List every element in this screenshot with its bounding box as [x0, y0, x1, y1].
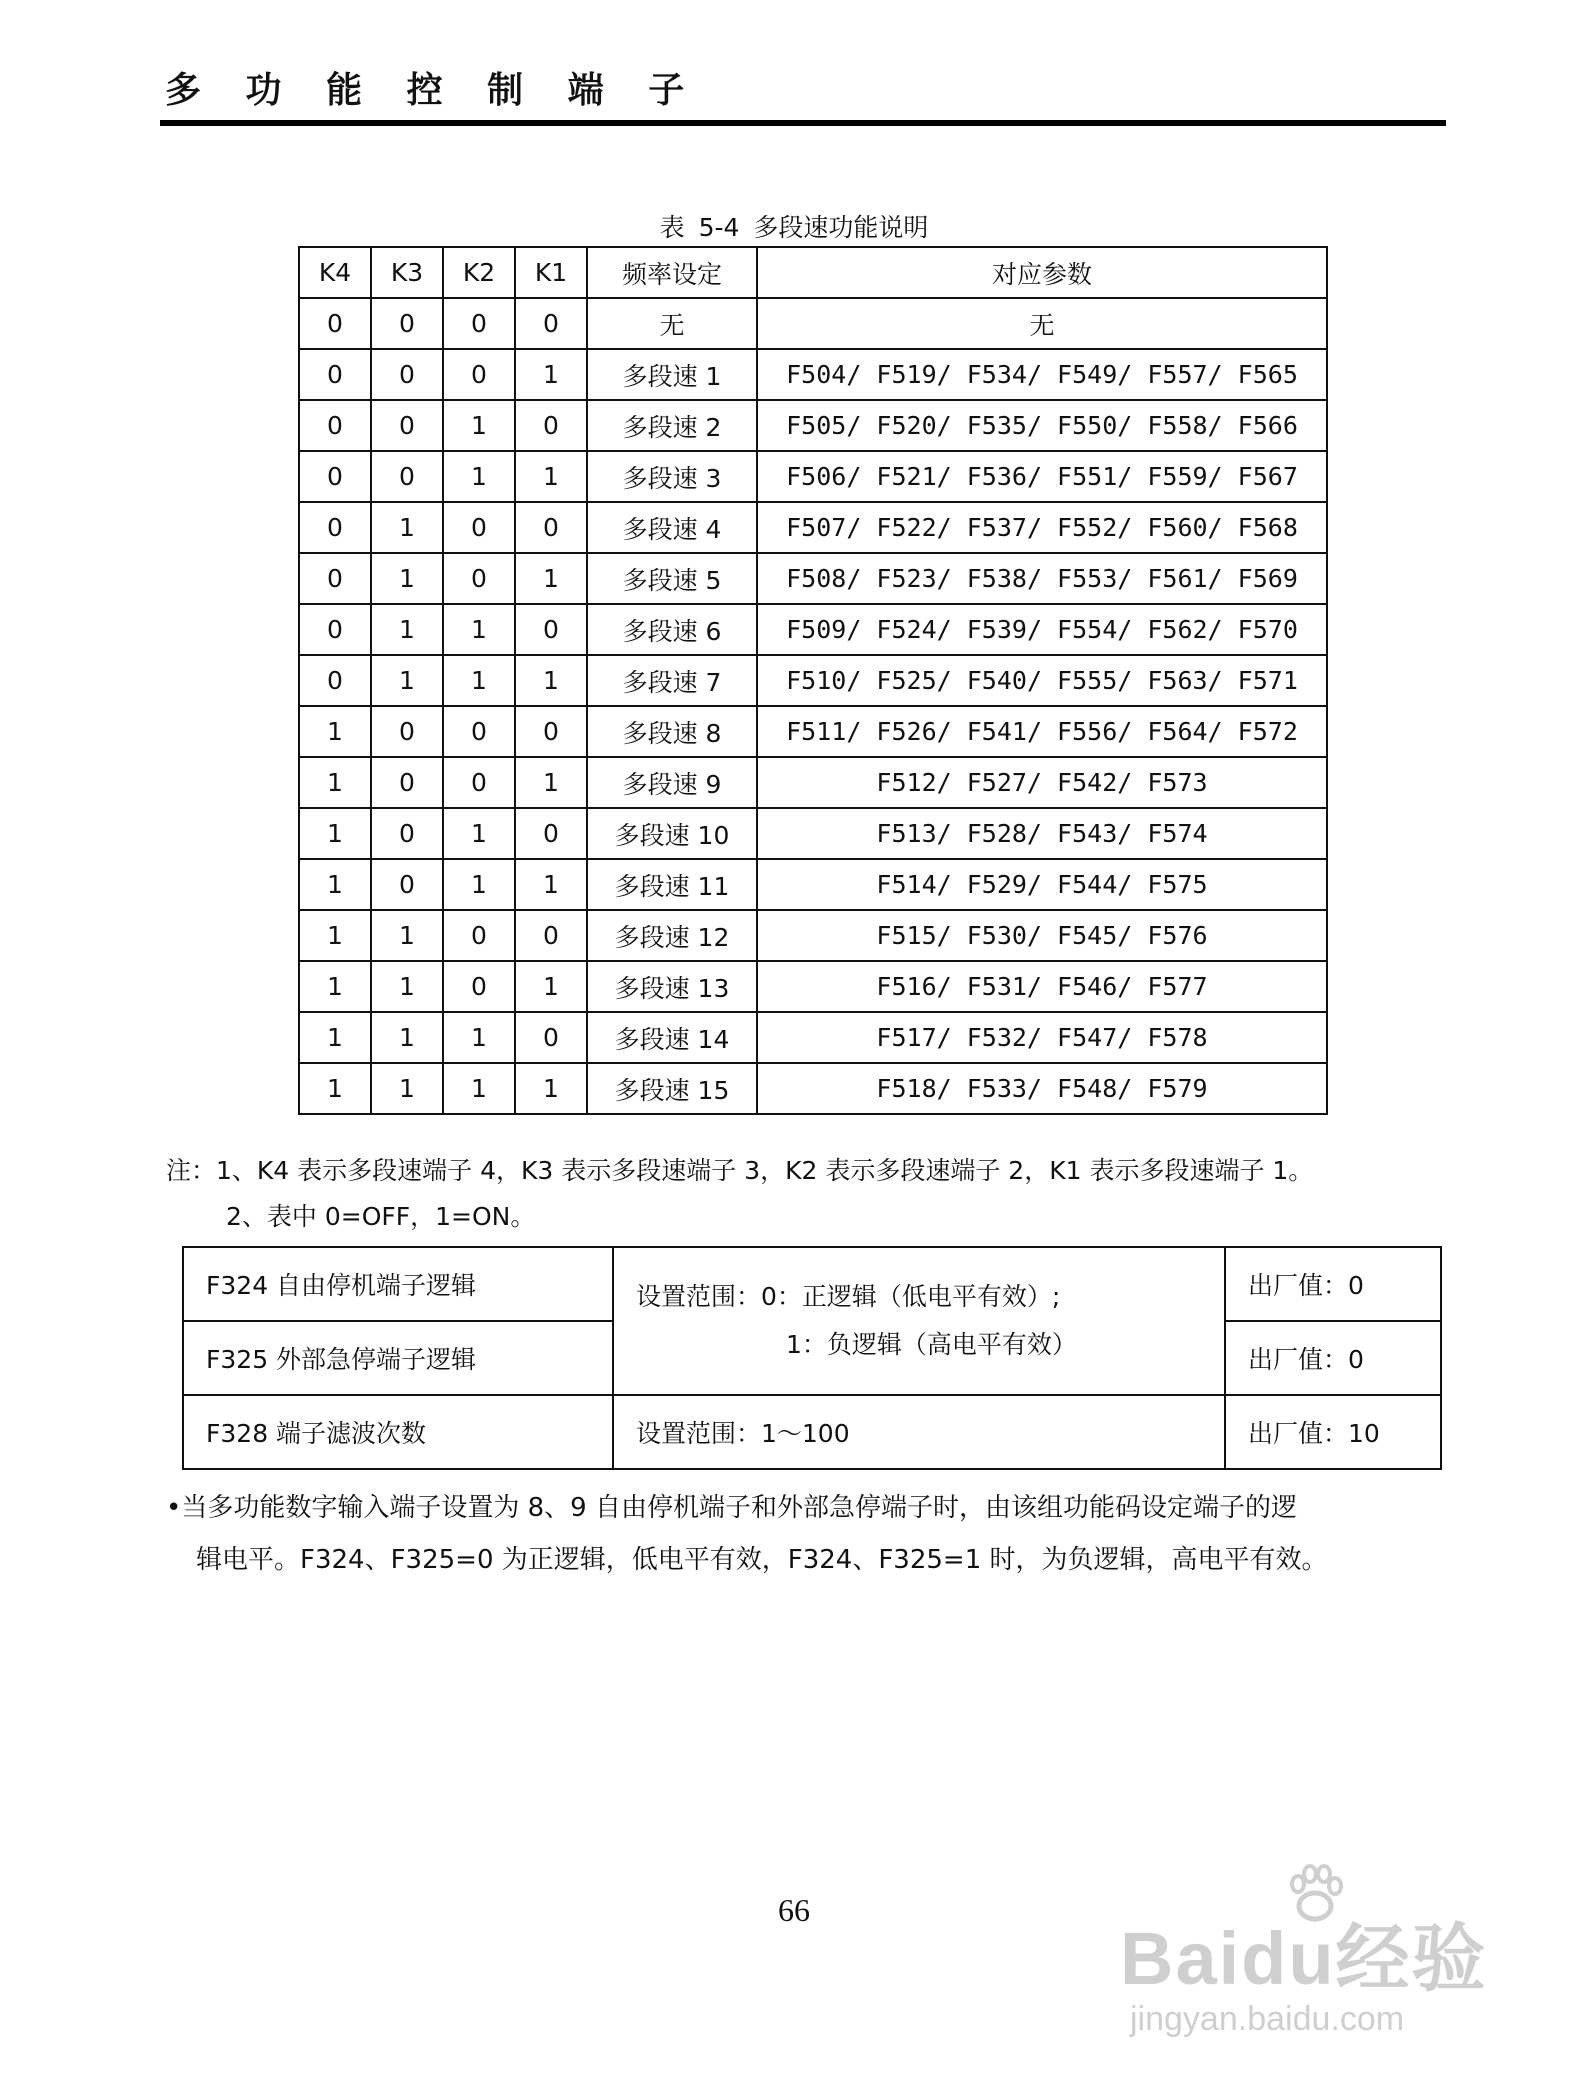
switch-state-cell: 1 — [371, 1063, 443, 1114]
column-header: 频率设定 — [587, 247, 757, 298]
switch-state-cell: 1 — [515, 451, 587, 502]
switch-state-cell: 0 — [371, 298, 443, 349]
param-default: 出厂值：0 — [1225, 1321, 1441, 1395]
param-name: F325 外部急停端子逻辑 — [183, 1321, 613, 1395]
param-range-shared — [613, 1247, 1225, 1395]
param-range: 设置范围：1～100 — [613, 1395, 1225, 1469]
parameter-list-cell: F517/ F532/ F547/ F578 — [757, 1012, 1327, 1063]
switch-state-cell: 0 — [371, 706, 443, 757]
switch-state-cell: 0 — [443, 757, 515, 808]
frequency-setting-cell: 多段速 4 — [587, 502, 757, 553]
frequency-setting-cell: 多段速 8 — [587, 706, 757, 757]
switch-state-cell: 0 — [443, 706, 515, 757]
frequency-setting-cell: 多段速 9 — [587, 757, 757, 808]
watermark-brand: Baidu经验 — [1120, 1917, 1488, 2000]
switch-state-cell: 1 — [443, 655, 515, 706]
switch-state-cell: 1 — [371, 655, 443, 706]
note-line-1: 注：1、K4 表示多段速端子 4，K3 表示多段速端子 3，K2 表示多段速端子 2，K1 表示多段速端子 1。 — [166, 1156, 1314, 1185]
frequency-setting-cell: 多段速 2 — [587, 400, 757, 451]
table-row — [299, 349, 1327, 400]
switch-state-cell: 0 — [299, 553, 371, 604]
frequency-setting-cell: 多段速 11 — [587, 859, 757, 910]
column-header: K2 — [443, 247, 515, 298]
parameter-list-cell: F514/ F529/ F544/ F575 — [757, 859, 1327, 910]
table-row — [299, 655, 1327, 706]
param-name: F324 自由停机端子逻辑 — [183, 1247, 613, 1321]
switch-state-cell: 0 — [515, 400, 587, 451]
switch-state-cell: 0 — [515, 1012, 587, 1063]
param-row — [183, 1247, 1441, 1321]
switch-state-cell: 0 — [371, 400, 443, 451]
table-row — [299, 502, 1327, 553]
switch-state-cell: 1 — [299, 1012, 371, 1063]
switch-state-cell: 1 — [371, 553, 443, 604]
switch-state-cell: 0 — [443, 961, 515, 1012]
parameter-list-cell: F510/ F525/ F540/ F555/ F563/ F571 — [757, 655, 1327, 706]
switch-state-cell: 0 — [443, 349, 515, 400]
parameter-list-cell: F506/ F521/ F536/ F551/ F559/ F567 — [757, 451, 1327, 502]
switch-state-cell: 1 — [515, 757, 587, 808]
switch-state-cell: 1 — [443, 859, 515, 910]
table-row — [299, 808, 1327, 859]
parameter-list-cell: F504/ F519/ F534/ F549/ F557/ F565 — [757, 349, 1327, 400]
switch-state-cell: 1 — [443, 1012, 515, 1063]
switch-state-cell: 1 — [299, 1063, 371, 1114]
switch-state-cell: 0 — [515, 808, 587, 859]
parameter-list-cell: F515/ F530/ F545/ F576 — [757, 910, 1327, 961]
parameter-list-cell: 无 — [757, 298, 1327, 349]
switch-state-cell: 1 — [299, 910, 371, 961]
parameter-table — [182, 1246, 1442, 1470]
switch-state-cell: 1 — [299, 757, 371, 808]
switch-state-cell: 1 — [515, 553, 587, 604]
multi-speed-table — [298, 246, 1328, 1115]
frequency-setting-cell: 多段速 14 — [587, 1012, 757, 1063]
switch-state-cell: 1 — [443, 400, 515, 451]
table-caption: 表 5-4 多段速功能说明 — [659, 213, 929, 242]
switch-state-cell: 1 — [371, 604, 443, 655]
parameter-list-cell: F507/ F522/ F537/ F552/ F560/ F568 — [757, 502, 1327, 553]
parameter-list-cell: F513/ F528/ F543/ F574 — [757, 808, 1327, 859]
switch-state-cell: 0 — [299, 655, 371, 706]
param-name: F328 端子滤波次数 — [183, 1395, 613, 1469]
param-default: 出厂值：10 — [1225, 1395, 1441, 1469]
parameter-list-cell: F516/ F531/ F546/ F577 — [757, 961, 1327, 1012]
frequency-setting-cell: 多段速 3 — [587, 451, 757, 502]
switch-state-cell: 1 — [443, 451, 515, 502]
switch-state-cell: 1 — [515, 349, 587, 400]
frequency-setting-cell: 多段速 10 — [587, 808, 757, 859]
section-header-title: 多 功 能 控 制 端 子 — [165, 70, 701, 111]
table-row — [299, 961, 1327, 1012]
switch-state-cell: 0 — [371, 808, 443, 859]
switch-state-cell: 1 — [443, 808, 515, 859]
table-row — [299, 757, 1327, 808]
switch-state-cell: 1 — [371, 502, 443, 553]
switch-state-cell: 0 — [515, 502, 587, 553]
switch-state-cell: 0 — [299, 298, 371, 349]
frequency-setting-cell: 无 — [587, 298, 757, 349]
table-row — [299, 298, 1327, 349]
parameter-list-cell: F511/ F526/ F541/ F556/ F564/ F572 — [757, 706, 1327, 757]
parameter-list-cell: F505/ F520/ F535/ F550/ F558/ F566 — [757, 400, 1327, 451]
table-row — [299, 1012, 1327, 1063]
bullet-paragraph — [166, 1482, 1456, 1586]
switch-state-cell: 0 — [371, 859, 443, 910]
header-divider — [160, 120, 1446, 126]
switch-state-cell: 1 — [299, 706, 371, 757]
bullet-line-2: 辑电平。F324、F325=0 为正逻辑，低电平有效，F324、F325=1 时，为负逻辑，高电平有效。 — [196, 1545, 1328, 1575]
switch-state-cell: 0 — [371, 349, 443, 400]
switch-state-cell: 1 — [299, 808, 371, 859]
switch-state-cell: 0 — [299, 451, 371, 502]
table-row — [299, 400, 1327, 451]
frequency-setting-cell: 多段速 13 — [587, 961, 757, 1012]
switch-state-cell: 0 — [515, 604, 587, 655]
switch-state-cell: 1 — [443, 1063, 515, 1114]
range-line-1: 设置范围：0：正逻辑（低电平有效）; — [636, 1282, 1061, 1311]
table-row — [299, 604, 1327, 655]
table-notes — [166, 1148, 1313, 1240]
table-row — [299, 451, 1327, 502]
switch-state-cell: 0 — [515, 706, 587, 757]
switch-state-cell: 1 — [371, 1012, 443, 1063]
param-default: 出厂值：0 — [1225, 1247, 1441, 1321]
switch-state-cell: 1 — [443, 604, 515, 655]
switch-state-cell: 0 — [443, 298, 515, 349]
switch-state-cell: 0 — [299, 502, 371, 553]
watermark-url: jingyan.baidu.com — [1130, 2000, 1405, 2038]
switch-state-cell: 0 — [515, 298, 587, 349]
frequency-setting-cell: 多段速 1 — [587, 349, 757, 400]
switch-state-cell: 0 — [443, 553, 515, 604]
frequency-setting-cell: 多段速 12 — [587, 910, 757, 961]
frequency-setting-cell: 多段速 5 — [587, 553, 757, 604]
table-row — [299, 910, 1327, 961]
column-header: 对应参数 — [757, 247, 1327, 298]
switch-state-cell: 0 — [443, 910, 515, 961]
param-row — [183, 1395, 1441, 1469]
parameter-list-cell: F508/ F523/ F538/ F553/ F561/ F569 — [757, 553, 1327, 604]
switch-state-cell: 1 — [515, 655, 587, 706]
frequency-setting-cell: 多段速 15 — [587, 1063, 757, 1114]
table-header-row — [299, 247, 1327, 298]
parameter-list-cell: F512/ F527/ F542/ F573 — [757, 757, 1327, 808]
switch-state-cell: 1 — [515, 859, 587, 910]
table-row — [299, 706, 1327, 757]
frequency-setting-cell: 多段速 7 — [587, 655, 757, 706]
range-line-2: 1：负逻辑（高电平有效） — [786, 1330, 1077, 1359]
switch-state-cell: 0 — [371, 451, 443, 502]
note-line-2: 2、表中 0=OFF，1=ON。 — [226, 1202, 536, 1231]
switch-state-cell: 0 — [371, 757, 443, 808]
frequency-setting-cell: 多段速 6 — [587, 604, 757, 655]
column-header: K4 — [299, 247, 371, 298]
table-row — [299, 553, 1327, 604]
switch-state-cell: 1 — [515, 1063, 587, 1114]
switch-state-cell: 0 — [299, 400, 371, 451]
switch-state-cell: 1 — [515, 961, 587, 1012]
switch-state-cell: 0 — [299, 604, 371, 655]
parameter-list-cell: F518/ F533/ F548/ F579 — [757, 1063, 1327, 1114]
switch-state-cell: 0 — [443, 502, 515, 553]
parameter-list-cell: F509/ F524/ F539/ F554/ F562/ F570 — [757, 604, 1327, 655]
bullet-line-1: •当多功能数字输入端子设置为 8、9 自由停机端子和外部急停端子时，由该组功能码设定端子的逻 — [166, 1493, 1297, 1523]
switch-state-cell: 1 — [299, 961, 371, 1012]
column-header: K1 — [515, 247, 587, 298]
table-row — [299, 1063, 1327, 1114]
switch-state-cell: 1 — [299, 859, 371, 910]
switch-state-cell: 0 — [299, 349, 371, 400]
table-row — [299, 859, 1327, 910]
column-header: K3 — [371, 247, 443, 298]
page-number: 66 — [778, 1892, 810, 1928]
switch-state-cell: 0 — [515, 910, 587, 961]
switch-state-cell: 1 — [371, 910, 443, 961]
switch-state-cell: 1 — [371, 961, 443, 1012]
